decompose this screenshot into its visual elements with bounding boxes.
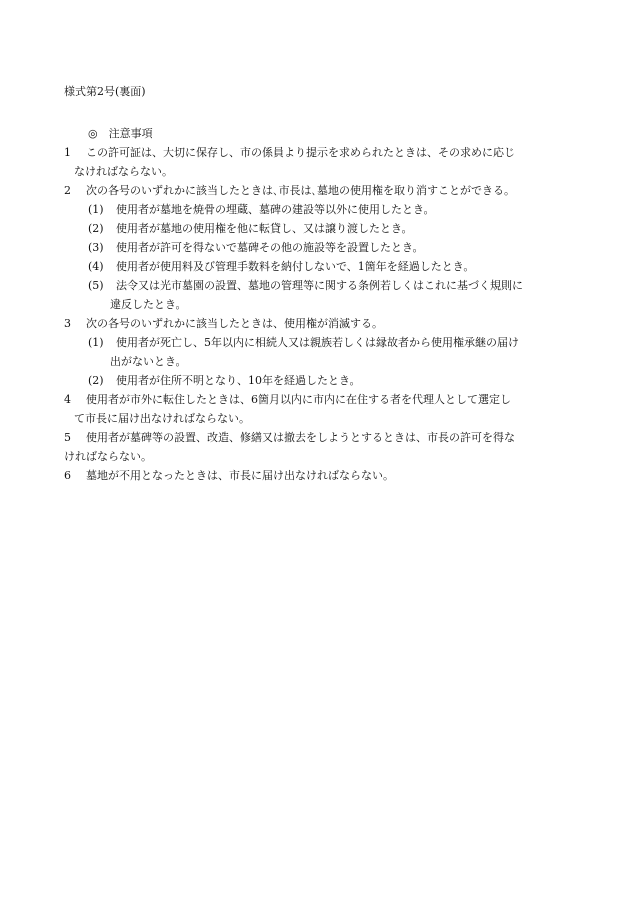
item-number: 6 <box>64 469 71 482</box>
subitem-number: (2) <box>88 222 104 235</box>
subitem-text: 使用者が死亡し、5年以内に相続人又は親族若しくは縁故者から使用権承継の届け <box>116 336 519 349</box>
item-text: 使用者が墓碑等の設置、改造、修繕又は撤去をしようとするときは、市長の許可を得な <box>86 431 515 444</box>
subitem-text: 法令又は光市墓園の設置、墓地の管理等に関する条例若しくはこれに基づく規則に <box>116 279 523 292</box>
note-subitem-2-3 <box>64 238 564 257</box>
item-number: 1 <box>64 146 71 159</box>
note-item-1 <box>64 143 564 162</box>
subitem-number: (1) <box>88 203 104 216</box>
item-number: 3 <box>64 317 71 330</box>
item-number: 4 <box>64 393 71 406</box>
note-item-5 <box>64 428 564 447</box>
note-item-3 <box>64 314 564 333</box>
notes-section <box>64 124 564 485</box>
note-subitem-2-4 <box>64 257 564 276</box>
subitem-text: 使用者が墓地を焼骨の埋蔵、墓碑の建設等以外に使用したとき。 <box>116 203 435 216</box>
subitem-text: 使用者が許可を得ないで墓碑その他の施設等を設置したとき。 <box>116 241 424 254</box>
note-subitem-3-1-continued: 出がないとき。 <box>110 355 187 368</box>
note-item-2 <box>64 181 564 200</box>
subitem-number: (3) <box>88 241 104 254</box>
item-number: 2 <box>64 184 71 197</box>
note-item-1-continued: なければならない。 <box>74 165 173 178</box>
notes-heading: ◎ 注意事項 <box>88 127 153 140</box>
note-subitem-2-5 <box>64 276 564 295</box>
subitem-number: (2) <box>88 374 104 387</box>
subitem-text: 使用者が住所不明となり、10年を経過したとき。 <box>116 374 361 387</box>
item-text: 次の各号のいずれかに該当したときは、使用権が消滅する。 <box>86 317 383 330</box>
subitem-text: 使用者が墓地の使用権を他に転貸し、又は譲り渡したとき。 <box>116 222 413 235</box>
note-subitem-2-2 <box>64 219 564 238</box>
item-text: 使用者が市外に転住したときは、6箇月以内に市内に在住する者を代理人として選定し <box>86 393 511 406</box>
subitem-number: (1) <box>88 336 104 349</box>
note-subitem-2-5-continued: 違反したとき。 <box>110 298 187 311</box>
subitem-text: 使用者が使用料及び管理手数料を納付しないで、1箇年を経過したとき。 <box>116 260 475 273</box>
subitem-number: (4) <box>88 260 104 273</box>
item-text: この許可証は、大切に保存し、市の係員より提示を求められたときは、その求めに応じ <box>86 146 515 159</box>
note-item-5-continued: ければならない。 <box>64 450 152 463</box>
note-subitem-2-1 <box>64 200 564 219</box>
note-subitem-3-1 <box>64 333 564 352</box>
note-item-6 <box>64 466 564 485</box>
form-title: 様式第2号(裏面) <box>64 85 146 98</box>
subitem-number: (5) <box>88 279 104 292</box>
note-item-4 <box>64 390 564 409</box>
note-item-4-continued: て市長に届け出なければならない。 <box>74 412 250 425</box>
note-subitem-3-2 <box>64 371 564 390</box>
item-number: 5 <box>64 431 71 444</box>
item-text: 次の各号のいずれかに該当したときは､市長は､墓地の使用権を取り消すことができる。 <box>86 184 515 197</box>
item-text: 墓地が不用となったときは、市長に届け出なければならない。 <box>86 469 394 482</box>
